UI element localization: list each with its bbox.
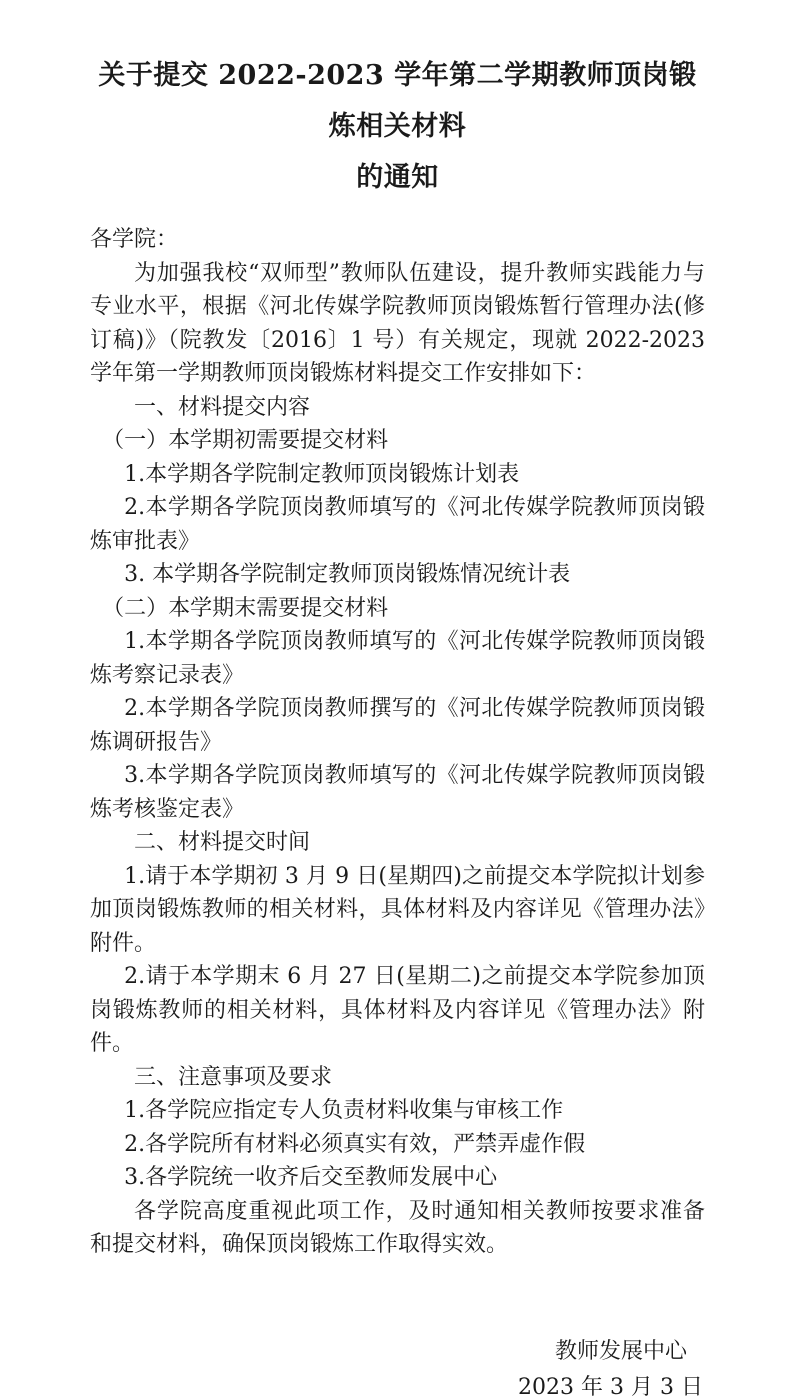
signature-date: 2023 年 3 月 3 日 bbox=[518, 1374, 703, 1399]
notice-title bbox=[90, 50, 705, 203]
section3-item: 2.各学院所有材料必须真实有效，严禁弄虚作假 bbox=[124, 1131, 586, 1157]
section1-sub2-item: 1.本学期各学院顶岗教师填写的《河北传媒学院教师顶岗锻炼考察记录表》 bbox=[90, 629, 705, 688]
section1-sub2-item: 2.本学期各学院顶岗教师撰写的《河北传媒学院教师顶岗锻炼调研报告》 bbox=[90, 696, 705, 755]
signature-block bbox=[90, 1334, 705, 1399]
section1-sub2-heading: （二）本学期末需要提交材料 bbox=[102, 595, 389, 621]
salutation: 各学院： bbox=[90, 227, 179, 252]
section2-heading: 二、材料提交时间 bbox=[134, 830, 311, 855]
closing-paragraph: 各学院高度重视此项工作，及时通知相关教师按要求准备和提交材料，确保顶岗锻炼工作取得实效。 bbox=[90, 1198, 705, 1257]
section3-heading: 三、注意事项及要求 bbox=[134, 1064, 333, 1090]
section1-sub1-item: 3. 本学期各学院制定教师顶岗锻炼情况统计表 bbox=[124, 562, 571, 587]
notice-body bbox=[90, 223, 705, 1399]
section1-sub2-item: 3.本学期各学院顶岗教师填写的《河北传媒学院教师顶岗锻炼考核鉴定表》 bbox=[90, 763, 705, 822]
section1-heading: 一、材料提交内容 bbox=[134, 394, 311, 420]
notice-title-line2: 的通知 bbox=[356, 162, 439, 193]
section2-item: 2.请于本学期末 6 月 27 日(星期二)之前提交本学院参加顶岗锻炼教师的相关材料，具体材料及内容详见《管理办法》附件。 bbox=[90, 964, 705, 1056]
signature-org: 教师发展中心 bbox=[554, 1338, 687, 1364]
intro-paragraph: 为加强我校“双师型”教师队伍建设，提升教师实践能力与专业水平，根据《河北传媒学院教师顶岗锻炼暂行管理办法(修订稿)》（院教发〔2016〕1 号）有关规定，现就 2022-2023 学年第一学期教师顶岗锻炼材料提交工作安排如下： bbox=[90, 260, 705, 386]
notice-title-line1: 关于提交 2022-2023 学年第二学期教师顶岗锻炼相关材料 bbox=[98, 60, 697, 142]
section3-item: 3.各学院统一收齐后交至教师发展中心 bbox=[124, 1165, 498, 1190]
section2-item: 1.请于本学期初 3 月 9 日(星期四)之前提交本学院拟计划参加顶岗锻炼教师的相关材料，具体材料及内容详见《管理办法》附件。 bbox=[90, 863, 705, 956]
section1-sub1-item: 2.本学期各学院顶岗教师填写的《河北传媒学院教师顶岗锻炼审批表》 bbox=[90, 495, 705, 554]
section1-sub1-item: 1.本学期各学院制定教师顶岗锻炼计划表 bbox=[124, 461, 520, 487]
section1-sub1-heading: （一）本学期初需要提交材料 bbox=[102, 428, 389, 453]
section3-item: 1.各学院应指定专人负责材料收集与审核工作 bbox=[124, 1098, 564, 1123]
